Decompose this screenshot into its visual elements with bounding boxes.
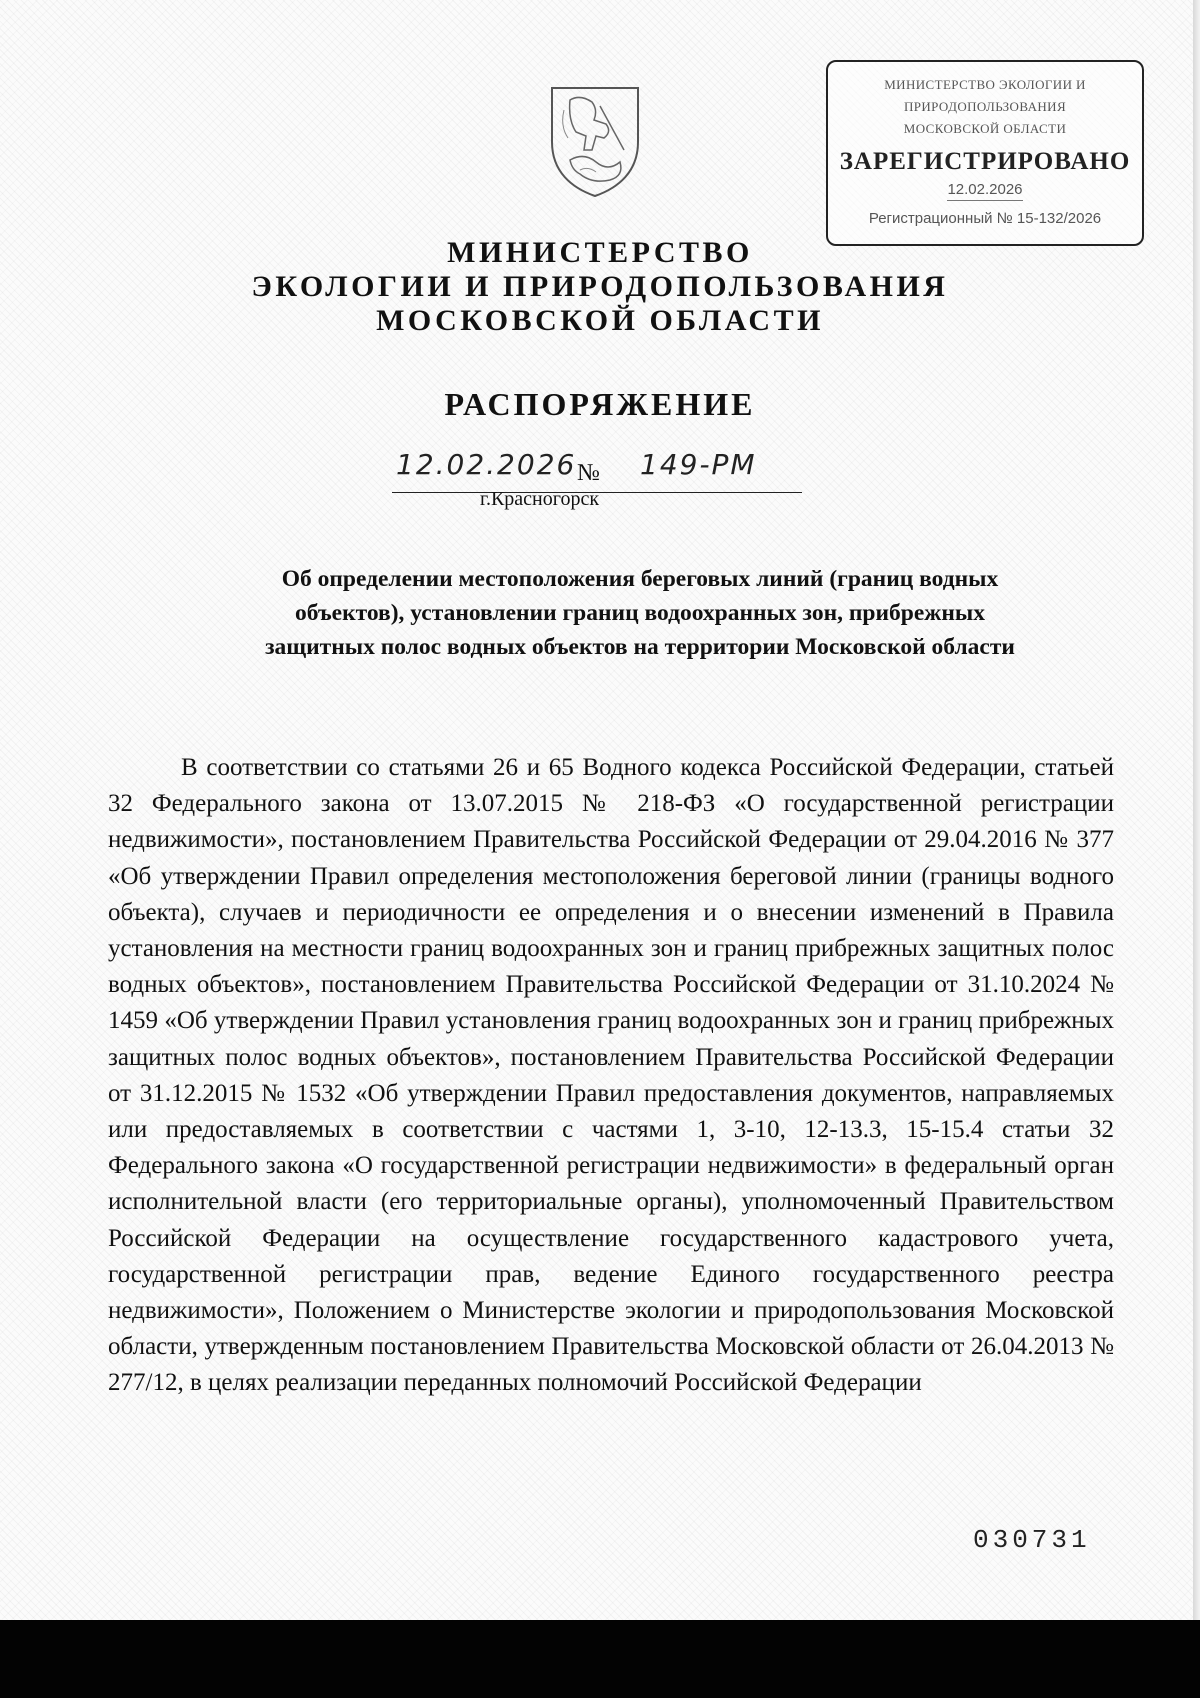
ministry-line2: ЭКОЛОГИИ И ПРИРОДОПОЛЬЗОВАНИЯ — [251, 270, 949, 303]
stamp-org-line2: ПРИРОДОПОЛЬЗОВАНИЯ — [903, 99, 1067, 114]
scan-edge — [1193, 0, 1200, 1620]
stamp-date: 12.02.2026 — [947, 180, 1022, 201]
scan-bottom-border — [0, 1620, 1200, 1698]
ministry-line3: МОСКОВСКОЙ ОБЛАСТИ — [376, 304, 824, 337]
date-number-line — [392, 448, 802, 493]
heading-line3: защитных полос водных объектов на территории Московской области — [265, 634, 1015, 660]
stamp-registration-number: Регистрационный № 15-132/2026 — [868, 210, 1102, 227]
number-sign: № — [577, 460, 600, 486]
body-paragraph: В соответствии со статьями 26 и 65 Водного кодекса Российской Федерации, статьей 32 Федерального закона от 13.07.2015 № 218-ФЗ «О государственной регистрации недвижимости», постановлением Правительства Российской Федерации от 29.04.2016 № 377 «Об утверждении Правил определения местоположения береговой линии (границы водного объекта), случаев и периодичности ее определения и о внесении изменений в Правила установления на местности границ водоохранных зон и границ прибрежных защитных полос водных объектов», постановлением Правительства Российской Федерации от 31.10.2024 № 1459 «Об утверждении Правил установления границ водоохранных зон и границ прибрежных защитных полос водных объектов», постановлением Правительства Российской Федерации от 31.12.2015 № 1532 «Об утверждении Правил предоставления документов, направляемых или предоставляемых в соответствии с частями 1, 3-10, 12-13.3, 15-15.4 статьи 32 Федерального закона «О государственной регистрации недвижимости» в федеральный орган исполнительной власти (его территориальные органы), уполномоченный Правительством Российской Федерации на осуществление государственного кадастрового учета, государственной регистрации прав, ведение Единого государственного реестра недвижимости», Положением о Министерстве экологии и природопользования Московской области, утвержденным постановлением Правительства Московской области от 26.04.2013 № 277/12, в целях реализации переданных полномочий Российской Федерации — [108, 754, 1114, 1397]
document-type: РАСПОРЯЖЕНИЕ — [444, 386, 756, 422]
document-heading — [170, 562, 1110, 664]
document-code: 030731 — [973, 1525, 1091, 1555]
city-name: г.Красногорск — [480, 488, 600, 510]
stamp-status: ЗАРЕГИСТРИРОВАНО — [839, 148, 1131, 175]
coat-of-arms-emblem — [540, 80, 650, 200]
handwritten-date: 12.02.2026 — [396, 448, 577, 481]
ministry-name — [180, 236, 1020, 338]
registration-stamp — [826, 60, 1144, 246]
ministry-line1: МИНИСТЕРСТВО — [447, 236, 753, 269]
stamp-org-line3: МОСКОВСКОЙ ОБЛАСТИ — [903, 121, 1067, 136]
heading-line1: Об определении местоположения береговых линий (границ водных — [281, 566, 999, 592]
handwritten-number: 149-РМ — [640, 448, 757, 481]
heading-line2: объектов), установлении границ водоохранных зон, прибрежных — [295, 600, 985, 626]
stamp-org-line1: МИНИСТЕРСТВО ЭКОЛОГИИ И — [884, 77, 1086, 92]
body-text — [108, 750, 1114, 1402]
